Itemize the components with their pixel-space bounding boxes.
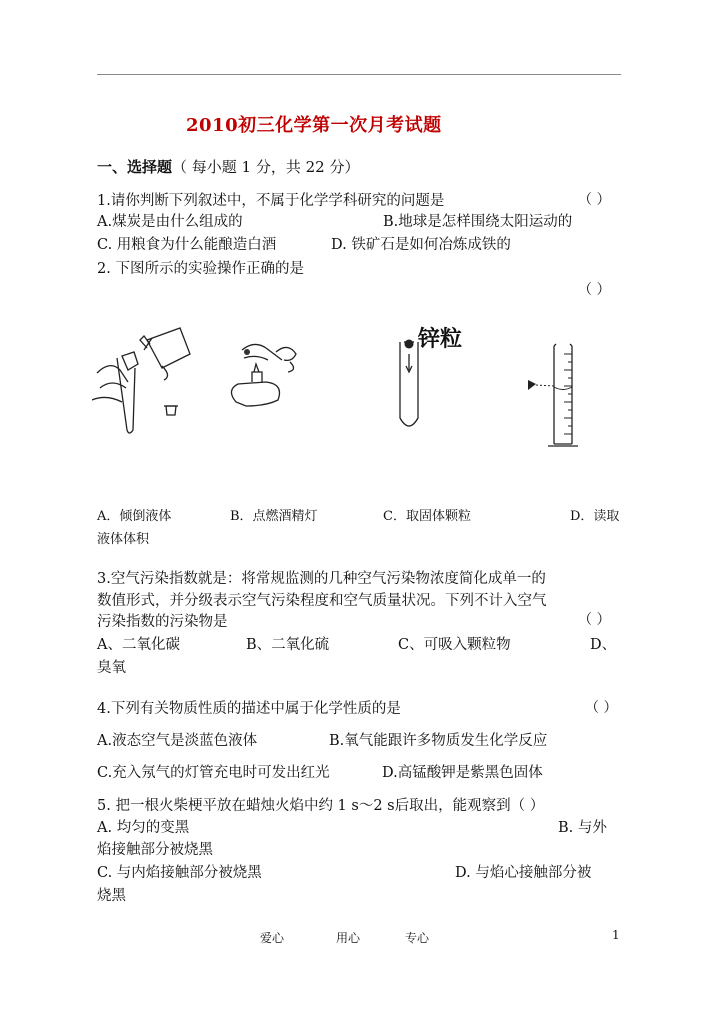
q3-line-2: 数值形式，并分级表示空气污染程度和空气质量状况。下列不计入空气 <box>97 593 547 609</box>
q5-option-d-cont: 烧黑 <box>97 888 126 904</box>
figure-pouring-liquid <box>92 318 202 448</box>
q4-answer-paren: （ ） <box>585 700 618 716</box>
q3-line-1: 3.空气污染指数就是：将常规监测的几种空气污染物浓度简化成单一的 <box>97 571 546 587</box>
section-heading-label: 一、选择题 <box>97 158 173 176</box>
q3-answer-paren: （ ） <box>578 612 611 628</box>
figure-graduated-cylinder <box>520 340 590 450</box>
q1-stem: 1.请你判断下列叙述中，不属于化学学科研究的问题是 <box>97 193 445 209</box>
footer-word-2: 用心 <box>336 931 361 945</box>
q2-option-d-cont: 液体体积 <box>97 532 150 547</box>
q5-option-b: B. 与外 <box>558 820 607 836</box>
q2-answer-paren: （ ） <box>578 282 611 298</box>
q1-option-d: D. 铁矿石是如何冶炼成铁的 <box>331 237 511 253</box>
zinc-label: 锌粒 <box>418 327 463 352</box>
footer-word-3: 专心 <box>405 931 430 945</box>
footer-word-1: 爱心 <box>260 931 285 945</box>
q4-option-a: A.液态空气是淡蓝色液体 <box>97 733 258 749</box>
q3-option-d: D、 <box>590 637 617 653</box>
q5-option-d: D. 与焰心接触部分被 <box>455 865 592 881</box>
q1-answer-paren: （ ） <box>578 192 611 208</box>
q2-stem: 2. 下图所示的实验操作正确的是 <box>97 261 304 277</box>
q1-option-c: C. 用粮食为什么能酿造白酒 <box>97 237 277 253</box>
q5-stem: 5. 把一根火柴梗平放在蜡烛火焰中约 1 s～2 s后取出，能观察到（ ） <box>97 798 545 814</box>
q2-option-b: B．点燃酒精灯 <box>230 509 318 524</box>
q3-option-c: C、可吸入颗粒物 <box>398 637 511 653</box>
page-title: 2010初三化学第一次月考试题 <box>186 115 442 136</box>
q5-option-a: A. 均匀的变黑 <box>97 820 190 836</box>
q4-option-c: C.充入氖气的灯管充电时可发出红光 <box>97 765 330 781</box>
q2-option-a: A．倾倒液体 <box>97 509 172 524</box>
figure-lighting-lamp <box>226 332 316 412</box>
header-rule <box>97 74 621 75</box>
page-number: 1 <box>612 928 620 942</box>
q1-option-b: B.地球是怎样围绕太阳运动的 <box>383 214 573 230</box>
q3-option-a: A、二氧化碳 <box>97 637 180 653</box>
q3-option-b: B、二氧化硫 <box>246 637 330 653</box>
q4-stem: 4.下列有关物质性质的描述中属于化学性质的是 <box>97 701 401 717</box>
section-heading <box>97 156 360 177</box>
q5-option-c: C. 与内焰接触部分被烧黑 <box>97 865 262 881</box>
q2-option-d: D．读取 <box>570 509 620 524</box>
section-heading-note: （ 每小题 1 分，共 22 分） <box>172 158 360 176</box>
q2-option-c: C．取固体颗粒 <box>383 509 471 524</box>
q4-option-b: B.氧气能跟许多物质发生化学反应 <box>329 733 548 749</box>
q3-option-d-cont: 臭氧 <box>97 660 126 676</box>
q5-option-b-cont: 焰接触部分被烧黑 <box>97 842 213 858</box>
q4-option-d: D.高锰酸钾是紫黑色固体 <box>382 765 543 781</box>
q3-line-3: 污染指数的污染物是 <box>97 614 228 630</box>
q1-option-a: A.煤炭是由什么组成的 <box>97 214 243 230</box>
